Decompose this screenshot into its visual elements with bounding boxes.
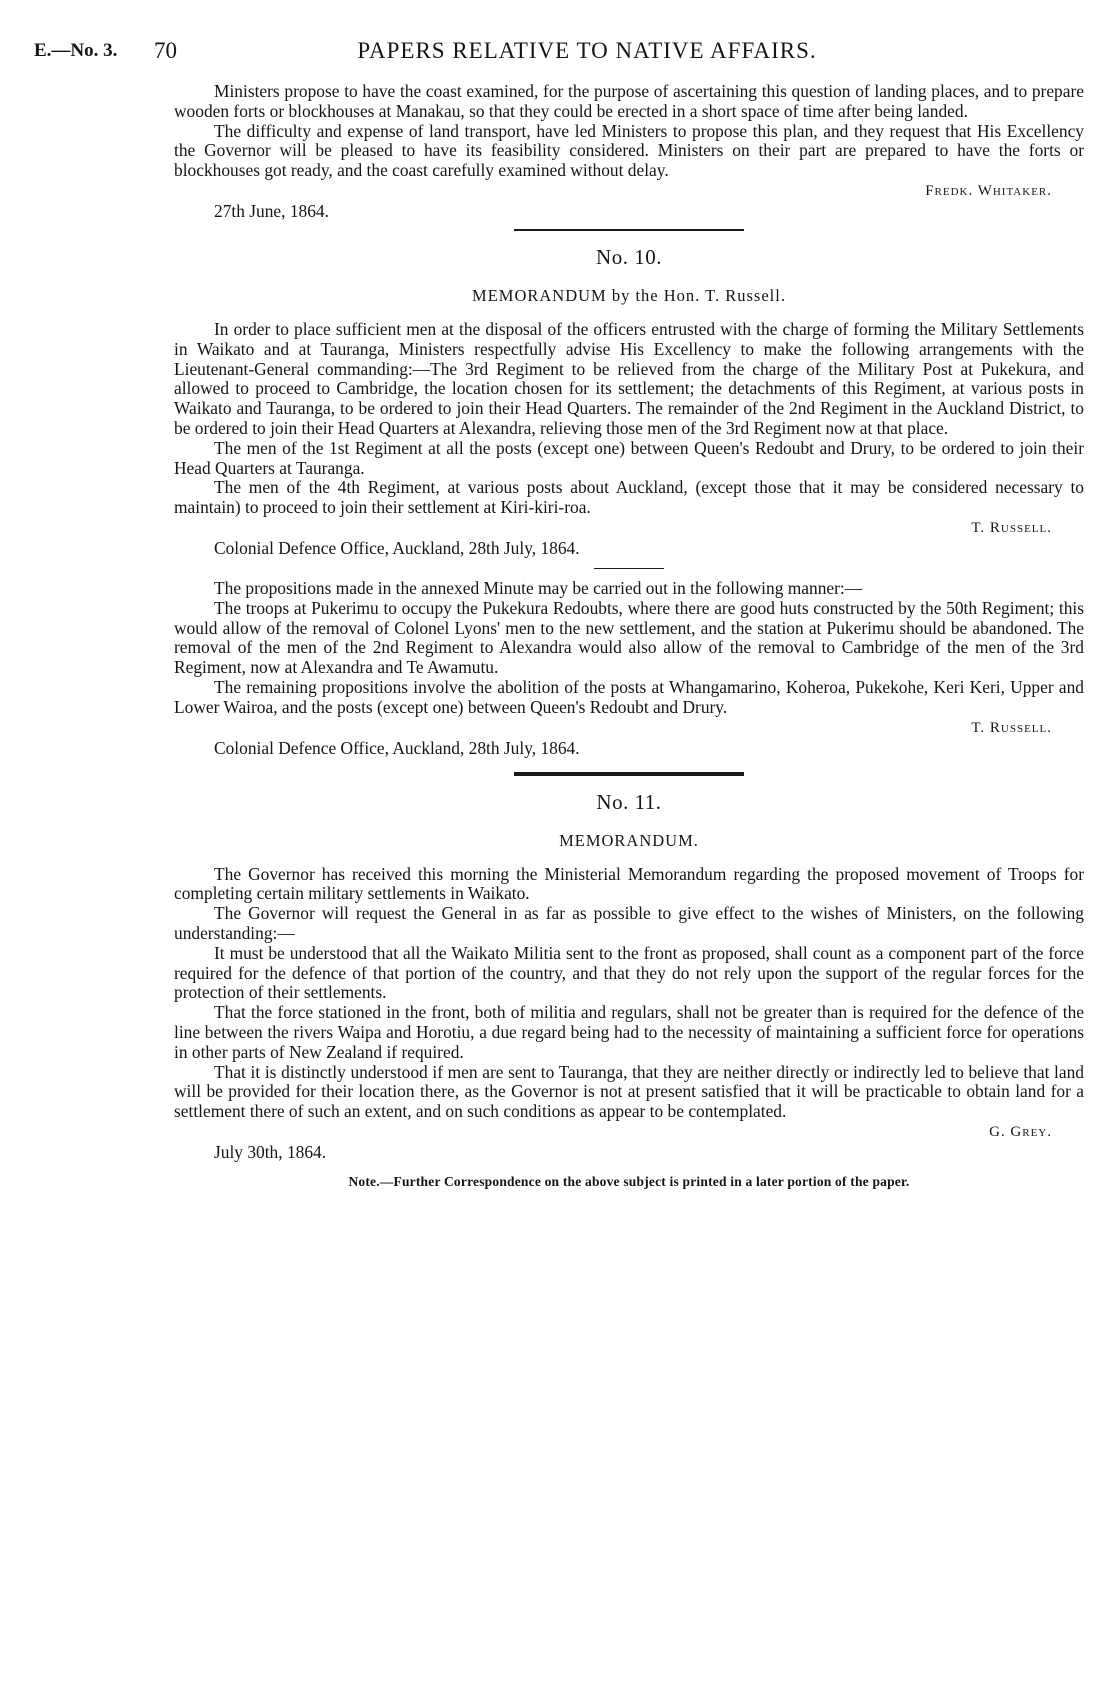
paragraph: The propositions made in the annexed Minute may be carried out in the following manner:— <box>214 577 863 598</box>
page-body <box>174 82 1084 1190</box>
footnote: Note.—Further Correspondence on the above subject is printed in a later portion of the paper. <box>348 1173 910 1189</box>
paragraph: The troops at Pukerimu to occupy the Pukekura Redoubts, where there are good huts constructed by the 50th Regiment; this would allow of the removal of Colonel Lyons' men to the new settlement, and the station at Pukerimu should be abandoned. The removal of the men of the 2nd Regiment to Alexandra would also allow of the removal to Cambridge of the men of the 3rd Regiment, now at Alexandra and Te Awamutu. <box>174 597 1084 678</box>
memorandum-heading: MEMORANDUM. <box>559 830 699 850</box>
paragraph: In order to place sufficient men at the disposal of the officers entrusted with the charge of forming the Military Settlements in Waikato and at Tauranga, Ministers respectfully advise His Excellency to make the following arrangements with the Lieutenant-General commanding:—The 3rd Regiment to be relieved from the charge of the Military Post at Pukekura, and allowed to proceed to Cambridge, the location chosen for its settlement; the detachments of this Regiment, at various posts in Waikato and Tauranga, to be ordered to join their Head Quarters. The remainder of the 2nd Regiment in the Auckland District, to be ordered to join their Head Quarters at Alexandra, relieving those men of the 3rd Regiment now at that place. <box>174 318 1084 438</box>
date-line: July 30th, 1864. <box>214 1141 327 1162</box>
document-number: No. 10. <box>596 244 662 269</box>
paper-reference: E.—No. 3. <box>34 40 118 61</box>
signature: T. Russell. <box>971 719 1052 736</box>
date-line: 27th June, 1864. <box>214 200 329 221</box>
signature: Fredk. Whitaker. <box>925 182 1052 199</box>
section-divider <box>514 772 744 776</box>
page-number: 70 <box>154 38 177 63</box>
paragraph: The remaining propositions involve the abolition of the posts at Whangamarino, Koheroa, Pukekohe, Keri Keri, Upper and Lower Wairoa, and the posts (except one) between Queen's Redoubt and Drury. <box>174 676 1084 717</box>
document-no-11 <box>174 790 1084 1190</box>
paragraph: The Governor has received this morning the Ministerial Memorandum regarding the proposed movement of Troops for completing certain military settlements in Waikato. <box>174 863 1084 904</box>
paragraph: The men of the 4th Regiment, at various posts about Auckland, (except those that it may be considered necessary to maintain) to proceed to join their settlement at Kiri-kiri-roa. <box>174 477 1084 518</box>
paragraph: The Governor will request the General in as far as possible to give effect to the wishes of Ministers, on the following understanding:— <box>174 903 1084 943</box>
page-header <box>34 34 1080 68</box>
document-no-10 <box>174 245 1084 758</box>
paragraph: That the force stationed in the front, both of militia and regulars, shall not be greater than is required for the defence of the line between the rivers Waipa and Horotiu, a due regard being had to the necessity of maintaining a sufficient force for operations in other parts of New Zealand if required. <box>174 1002 1084 1062</box>
running-title: PAPERS RELATIVE TO NATIVE AFFAIRS. <box>357 38 817 63</box>
place-date-line: Colonial Defence Office, Auckland, 28th July, 1864. <box>214 537 580 558</box>
signature: G. Grey. <box>989 1123 1052 1140</box>
paragraph: The men of the 1st Regiment at all the posts (except one) between Queen's Redoubt and Drury, to be ordered to join their Head Quarters at Tauranga. <box>174 437 1084 478</box>
memorandum-heading: MEMORANDUM by the Hon. T. Russell. <box>472 285 786 305</box>
paragraph: It must be understood that all the Waikato Militia sent to the front as proposed, shall count as a component part of the force required for the defence of that portion of the country, and that they do not rely upon the support of the regular forces for the protection of their settlements. <box>174 942 1084 1003</box>
opening-memo <box>174 82 1084 221</box>
section-divider <box>514 229 744 231</box>
document-number: No. 11. <box>596 789 662 814</box>
signature: T. Russell. <box>971 519 1052 536</box>
paragraph: That it is distinctly understood if men are sent to Tauranga, that they are neither directly or indirectly led to believe that land will be provided for their location there, as the Governor is not at present satisfied that it will be practicable to obtain land for a settlement there of such an extent, and on such conditions as appear to be contemplated. <box>174 1061 1084 1122</box>
place-date-line: Colonial Defence Office, Auckland, 28th July, 1864. <box>214 737 580 758</box>
paragraph: The difficulty and expense of land transport, have led Ministers to propose this plan, and they request that His Excellency the Governor will be pleased to have its feasibility considered. Ministers on their part are prepared to have the forts or blockhouses got ready, and the coast carefully examined without delay. <box>174 120 1084 181</box>
paragraph: Ministers propose to have the coast examined, for the purpose of ascertaining this question of landing places, and to prepare wooden forts or blockhouses at Manakau, so that they could be erected in a short space of time after being landed. <box>174 81 1084 121</box>
